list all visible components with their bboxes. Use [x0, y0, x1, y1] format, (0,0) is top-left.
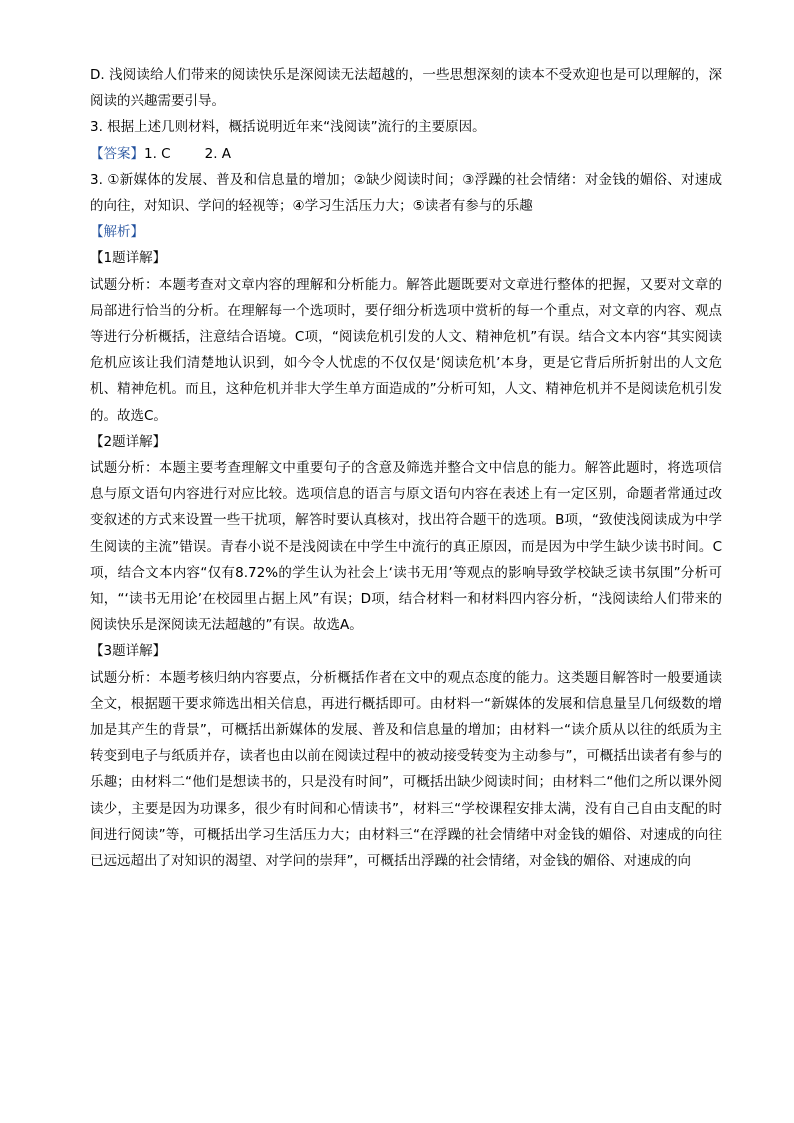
detail-1-text: 试题分析：本题考查对文章内容的理解和分析能力。解答此题既要对文章进行整体的把握，又要对文章的局部进行恰当的分析。在理解每一个选项时，要仔细分析选项中赏析的每一个重点，对文章的内容、观点等进行分析概括，注意结合语境。C项，“阅读危机引发的人文、精神危机”有误。结合文本内容“其实阅读危机应该让我们清楚地认识到，如今令人忧虑的不仅仅是‘阅读危机’本身，更是它背后所折射出的人文危机、精神危机。而且，这种危机并非大学生单方面造成的”分析可知，人文、精神危机并不是阅读危机引发的。故选C。 [90, 276, 722, 424]
detail-2-text: 试题分析：本题主要考查理解文中重要句子的含意及筛选并整合文中信息的能力。解答此题时，将选项信息与原文语句内容进行对应比较。选项信息的语言与原文语句内容在表述上有一定区别，命题者常通过改变叙述的方式来设置一些干扰项，解答时要认真核对，找出符合题干的选项。B项，“致使浅阅读成为中学生阅读的主流”错误。青春小说不是浅阅读在中学生中流行的真正原因，而是因为中学生缺少读书时间。C项，结合文本内容“仅有8.72%的学生认为社会上‘读书无用’等观点的影响导致学校缺乏读书氛围”分析可知，“‘读书无用论’在校园里占据上风”有误；D项，结合材料一和材料四内容分析，“浅阅读给人们带来的阅读快乐是深阅读无法超越的”有误。故选A。 [90, 460, 722, 634]
analysis-tag: 【解析】 [90, 224, 144, 241]
document-body [90, 62, 722, 874]
answer-1: 1. C [144, 145, 171, 162]
answer-2: 2. A [204, 145, 232, 162]
answer-3-text: 3. ①新媒体的发展、普及和信息量的增加；②缺少阅读时间；③浮躁的社会情绪：对金钱的媚俗、对速成的向往，对知识、学问的轻视等；④学习生活压力大；⑤读者有参与的乐趣 [90, 171, 722, 215]
answer-line [90, 141, 722, 167]
detail-2-heading: 【2题详解】 [90, 433, 167, 450]
question-3-text: 3. 根据上述几则材料，概括说明近年来“浅阅读”流行的主要原因。 [90, 119, 486, 136]
option-d-text: D. 浅阅读给人们带来的阅读快乐是深阅读无法超越的，一些思想深刻的读本不受欢迎也是可以理解的，深阅读的兴趣需要引导。 [90, 67, 722, 110]
detail-3-heading: 【3题详解】 [90, 643, 167, 660]
detail-3-text: 试题分析：本题考核归纳内容要点，分析概括作者在文中的观点态度的能力。这类题目解答时一般要通读全文，根据题干要求筛选出相关信息，再进行概括即可。由材料一“新媒体的发展和信息量呈几何级数的增加是其产生的背景”，可概括出新媒体的发展、普及和信息量的增加；由材料一“读介质从以往的纸质为主转变到电子与纸质并存，读者也由以前在阅读过程中的被动接受转变为主动参与”，可概括出读者有参与的乐趣；由材料二“他们是想读书的，只是没有时间”，可概括出缺少阅读时间；由材料二“他们之所以课外阅读少，主要是因为功课多，很少有时间和心情读书”，材料三“学校课程安排太满，没有自己自由支配的时间进行阅读”等，可概括出学习生活压力大；由材料三“在浮躁的社会情绪中对金钱的媚俗、对速成的向往已远远超出了对知识的渴望、对学问的崇拜”，可概括出浮躁的社会情绪，对金钱的媚俗、对速成的向 [90, 669, 722, 870]
detail-1-heading: 【1题详解】 [90, 250, 167, 267]
answer-tag: 【答案】 [90, 145, 144, 162]
